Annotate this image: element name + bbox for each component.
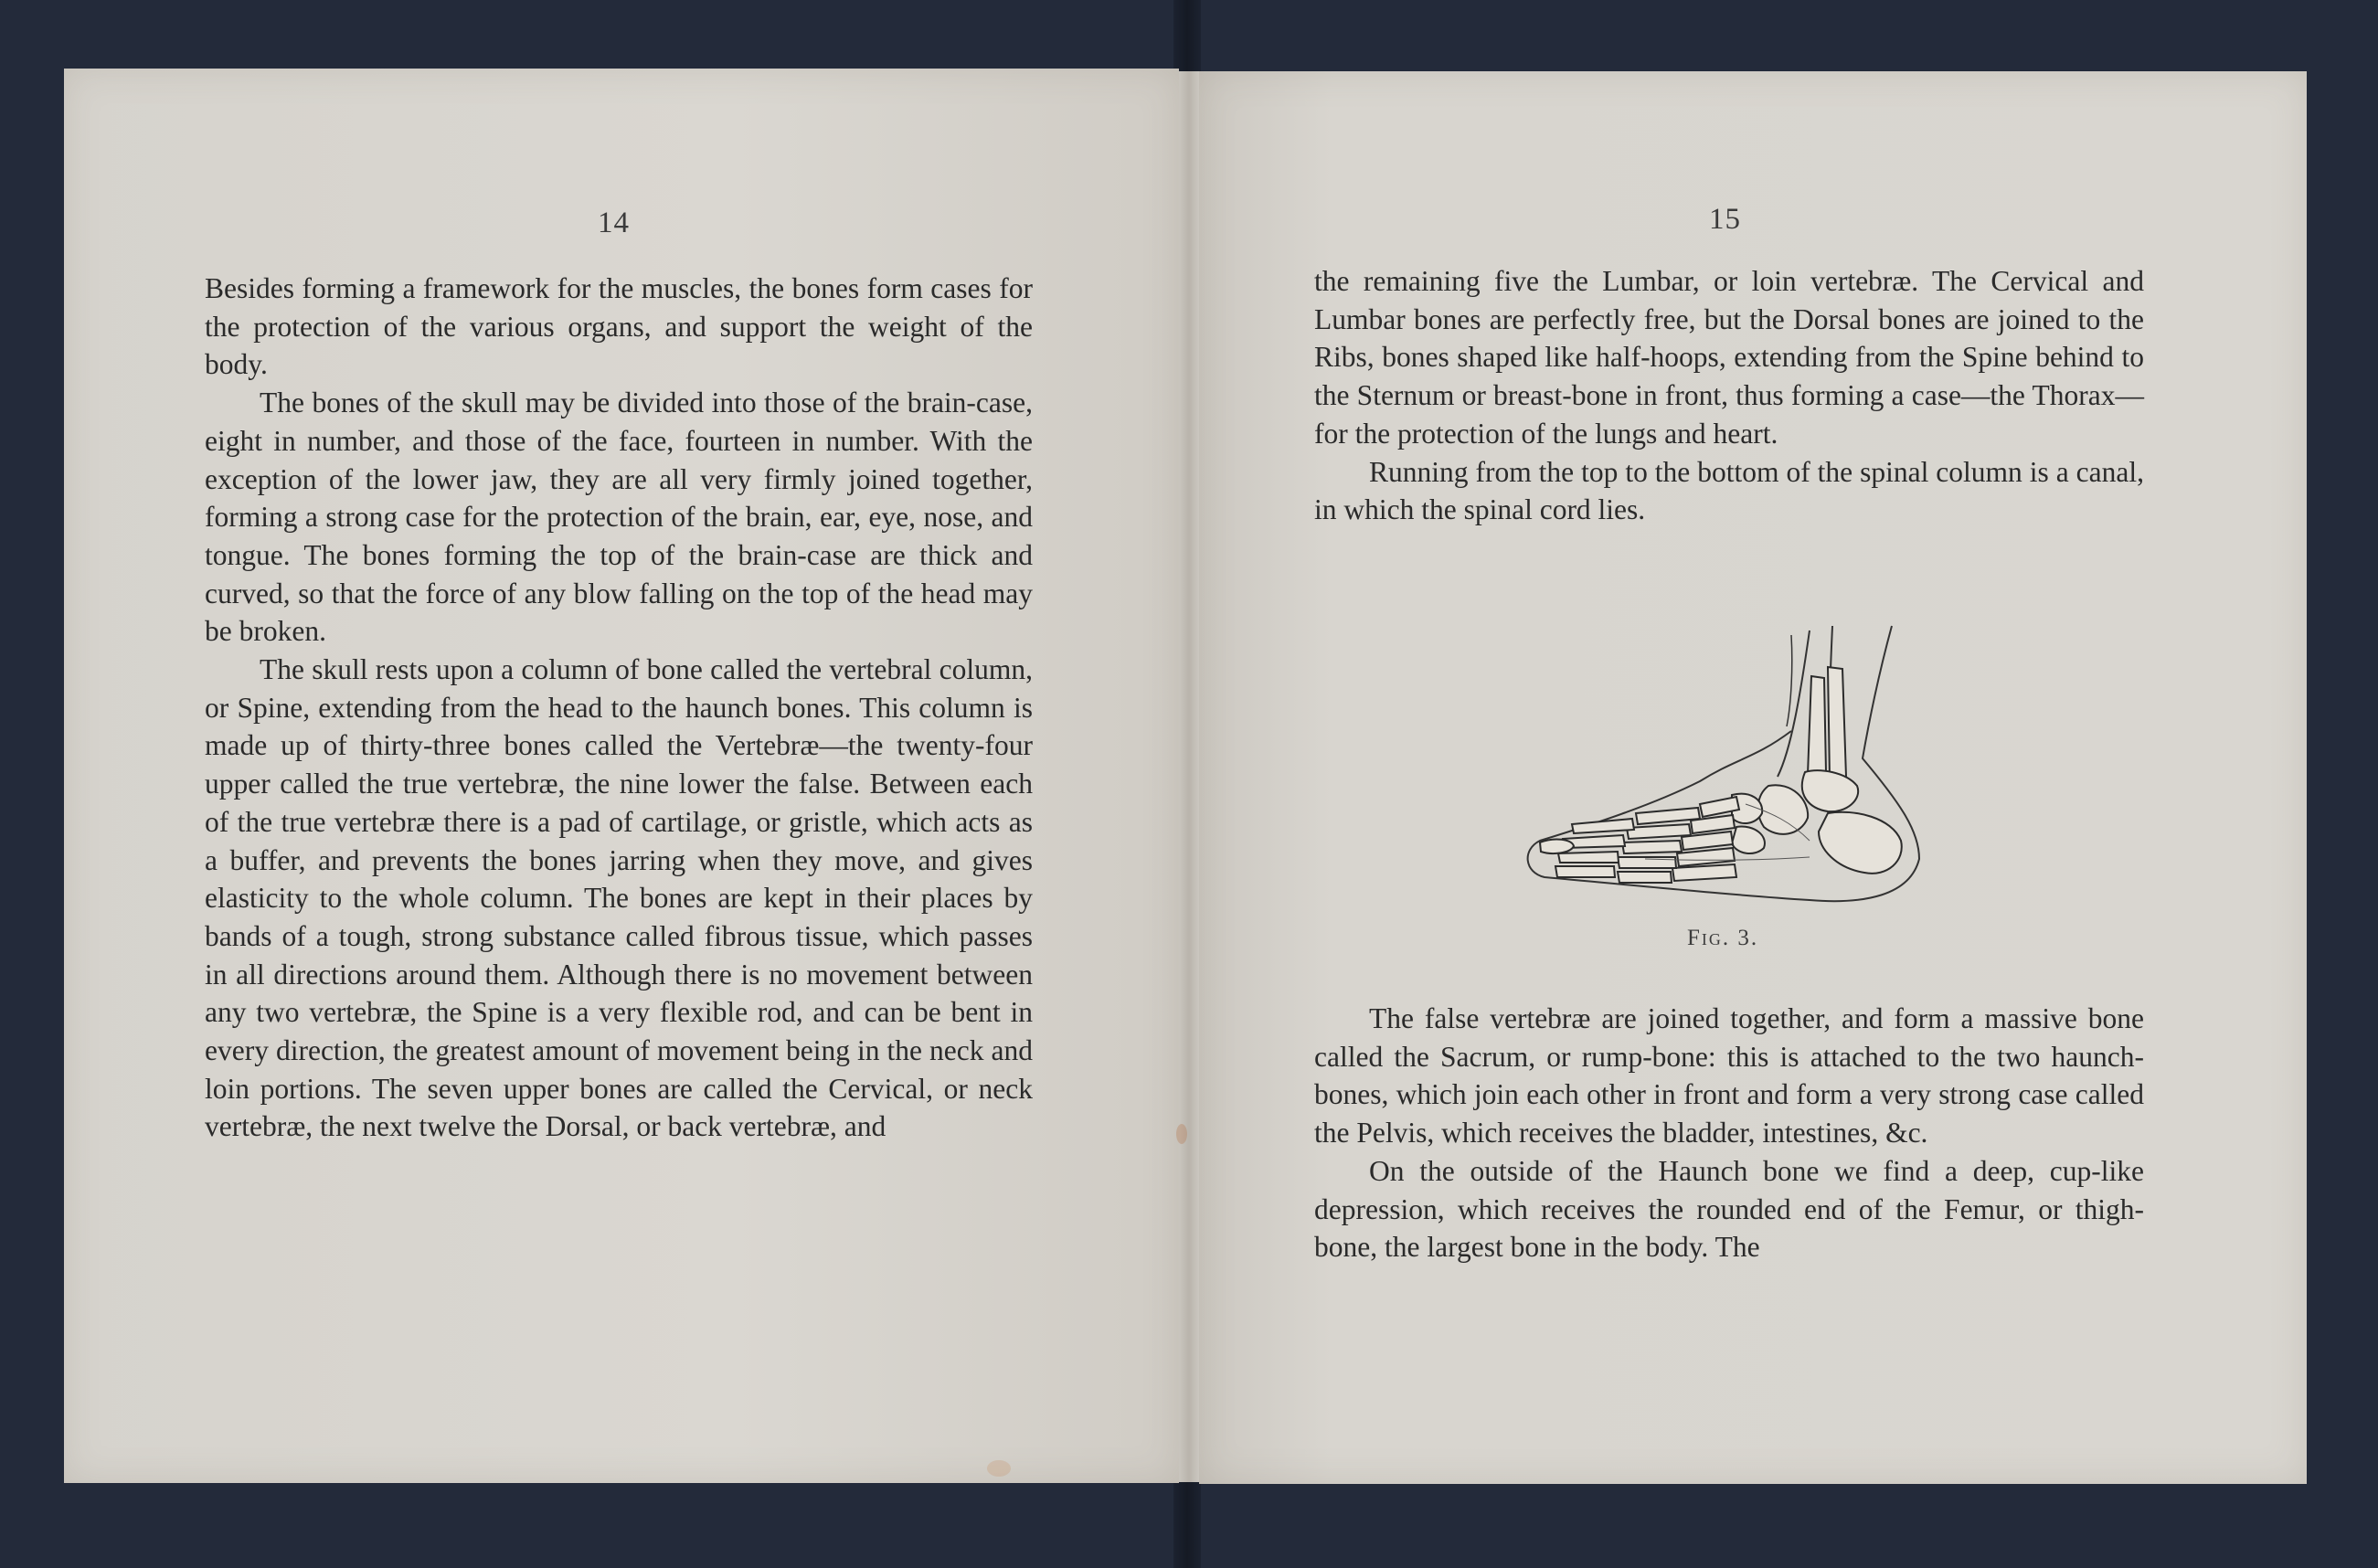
right-page-body-top: [1314, 262, 2144, 529]
paragraph: The false vertebræ are joined together, and form a massive bone called the Sacrum, or rump-bone: this is attached to the two haunch-bones, which join each other in front and form a very strong case called the Pelvis, which receives the bladder, intestines, &c.: [1314, 1002, 2144, 1150]
paragraph: Besides forming a framework for the muscles, the bones form cases for the protection of the various organs, and support the weight of the body.: [205, 272, 1033, 381]
foot-skeleton-illustration: [1517, 621, 1947, 923]
page-number-right: 15: [1709, 203, 1741, 236]
paper-stain: [1176, 1124, 1187, 1144]
left-page-body: [205, 270, 1033, 1146]
right-page-body-bottom: [1314, 1000, 2144, 1266]
paper-stain: [987, 1460, 1011, 1477]
paragraph: The skull rests upon a column of bone called the vertebral column, or Spine, extending from the head to the haunch bones. This column is made up of thirty-three bones called the Vertebræ—the twenty-four upper called the true vertebræ, the nine lower the false. Between each of the true vertebræ there is a pad of cartilage, or gristle, which acts as a buffer, and prevents the bones jarring when they move, and gives elasticity to the whole column. The bones are kept in their places by bands of a tough, strong substance called fibrous tissue, which passes in all directions around them. Although there is no movement between any two vertebræ, the Spine is a very flexible rod, and can be bent in every direction, the greatest amount of movement being in the neck and loin portions. The seven upper bones are called the Cervical, or neck vertebræ, the next twelve the Dorsal, or back vertebræ, and: [205, 653, 1033, 1143]
book-spine-fold: [1179, 71, 1199, 1482]
page-number-left: 14: [598, 207, 630, 239]
paragraph: The bones of the skull may be divided into those of the brain-case, eight in number, and those of the face, fourteen in number. With the exception of the lower jaw, they are all very firmly joined together, forming a strong case for the protection of the brain, ear, eye, nose, and tongue. The bones forming the top of the brain-case are thick and curved, so that the force of any blow falling on the top of the head may be broken.: [205, 387, 1033, 648]
figure-caption: Fig. 3.: [1687, 926, 1759, 950]
paragraph: the remaining five the Lumbar, or loin vertebræ. The Cervical and Lumbar bones are perfectly free, but the Dorsal bones are joined to the Ribs, bones shaped like half-hoops, extending from the Spine behind to the Sternum or breast-bone in front, thus forming a case—the Thorax—for the protection of the lungs and heart.: [1314, 265, 2144, 450]
paragraph: Running from the top to the bottom of the spinal column is a canal, in which the spinal cord lies.: [1314, 455, 2144, 526]
paragraph: On the outside of the Haunch bone we find a deep, cup-like depression, which receives the rounded end of the Femur, or thigh-bone, the largest bone in the body. The: [1314, 1154, 2144, 1264]
